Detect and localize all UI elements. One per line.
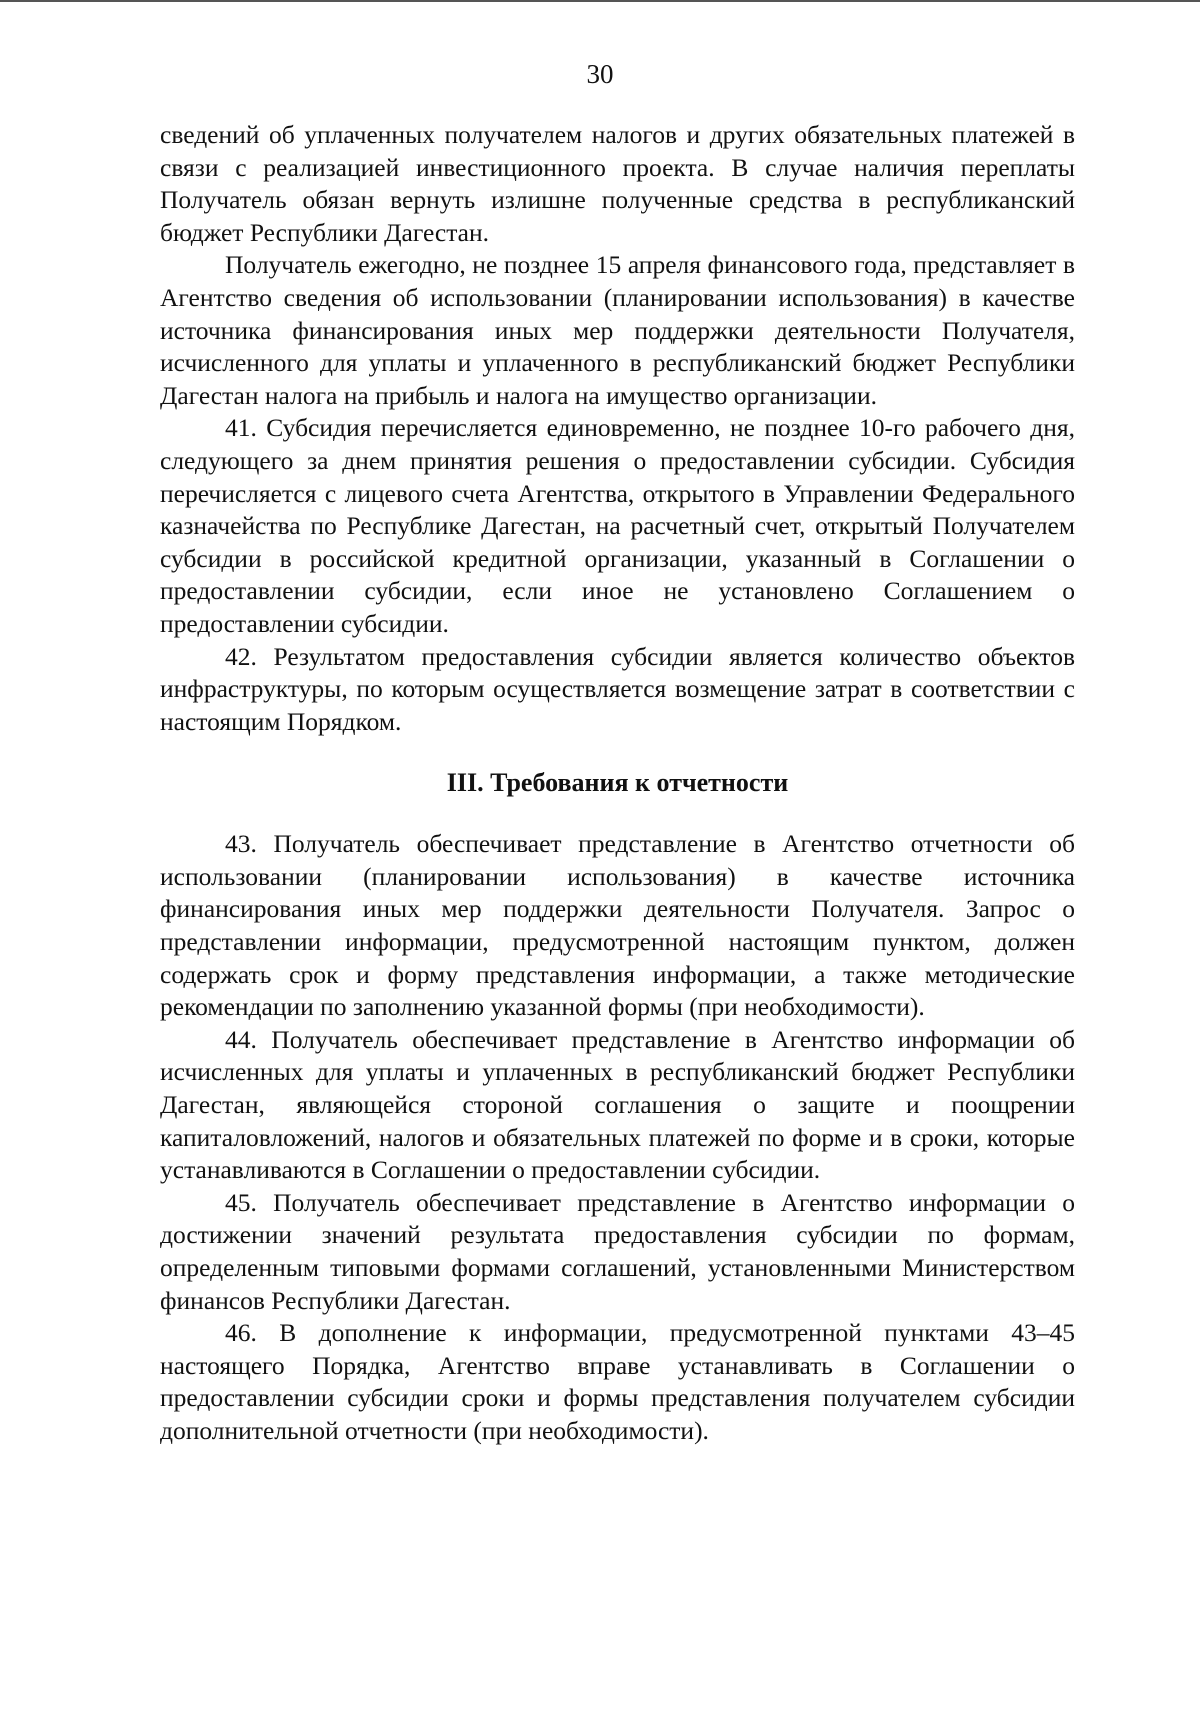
paragraph-46: 46. В дополнение к информации, предусмотренной пунктами 43–45 настоящего Порядка, Агентство вправе устанавливать в Соглашении о предоставлении субсидии сроки и формы представления получателем субсидии дополнительной отчетности (при необходимости). [160, 1318, 1075, 1445]
section-heading: III. Требования к отчетности [446, 768, 789, 798]
paragraph-annual-report: Получатель ежегодно, не позднее 15 апреля финансового года, представляет в Агентство сведения об использовании (планировании использования) в качестве источника финансирования иных мер поддержки деятельности Получателя, исчисленного для уплаты и уплаченного в республиканский бюджет Республики Дагестан налога на прибыль и налога на имущество организации. [160, 250, 1075, 410]
paragraph-45: 45. Получатель обеспечивает представление в Агентство информации о достижении значений результата предоставления субсидии по формам, определенным типовыми формами соглашений, установленными Министерством финансов Республики Дагестан. [160, 1187, 1075, 1315]
paragraph-continuation: сведений об уплаченных получателем налогов и других обязательных платежей в связи с реализацией инвестиционного проекта. В случае наличия переплаты Получатель обязан вернуть излишне полученные средства в республиканский бюджет Республики Дагестан. [160, 120, 1075, 247]
paragraph-42: 42. Результатом предоставления субсидии является количество объектов инфраструктуры, по которым осуществляется возмещение затрат в соответствии с настоящим Порядком. [160, 641, 1075, 736]
scan-top-edge [0, 0, 1200, 2]
paragraph-44: 44. Получатель обеспечивает представление в Агентство информации об исчисленных для уплаты и уплаченных в республиканский бюджет Республики Дагестан, являющейся стороной соглашения о защите и поощрении капиталовложений, налогов и обязательных платежей по форме и в сроки, которые устанавливаются в Соглашении о предоставлении субсидии. [160, 1024, 1075, 1185]
paragraph-43: 43. Получатель обеспечивает представление в Агентство отчетности об использовании (планировании использования) в качестве источника финансирования иных мер поддержки деятельности Получателя. Запрос о представлении информации, предусмотренной настоящим пунктом, должен содержать срок и форму представления информации, а также методические рекомендации по заполнению указанной формы (при необходимости). [160, 829, 1075, 1022]
paragraph-41: 41. Субсидия перечисляется единовременно, не позднее 10-го рабочего дня, следующего за днем принятия решения о предоставлении субсидии. Субсидия перечисляется с лицевого счета Агентства, открытого в Управлении Федерального казначейства по Республике Дагестан, на расчетный счет, открытый Получателем субсидии в российской кредитной организации, указанный в Соглашении о предоставлении субсидии, если иное не установлено Соглашением о предоставлении субсидии. [160, 413, 1075, 638]
page-number: 30 [586, 59, 614, 89]
document-body [160, 119, 1075, 1448]
